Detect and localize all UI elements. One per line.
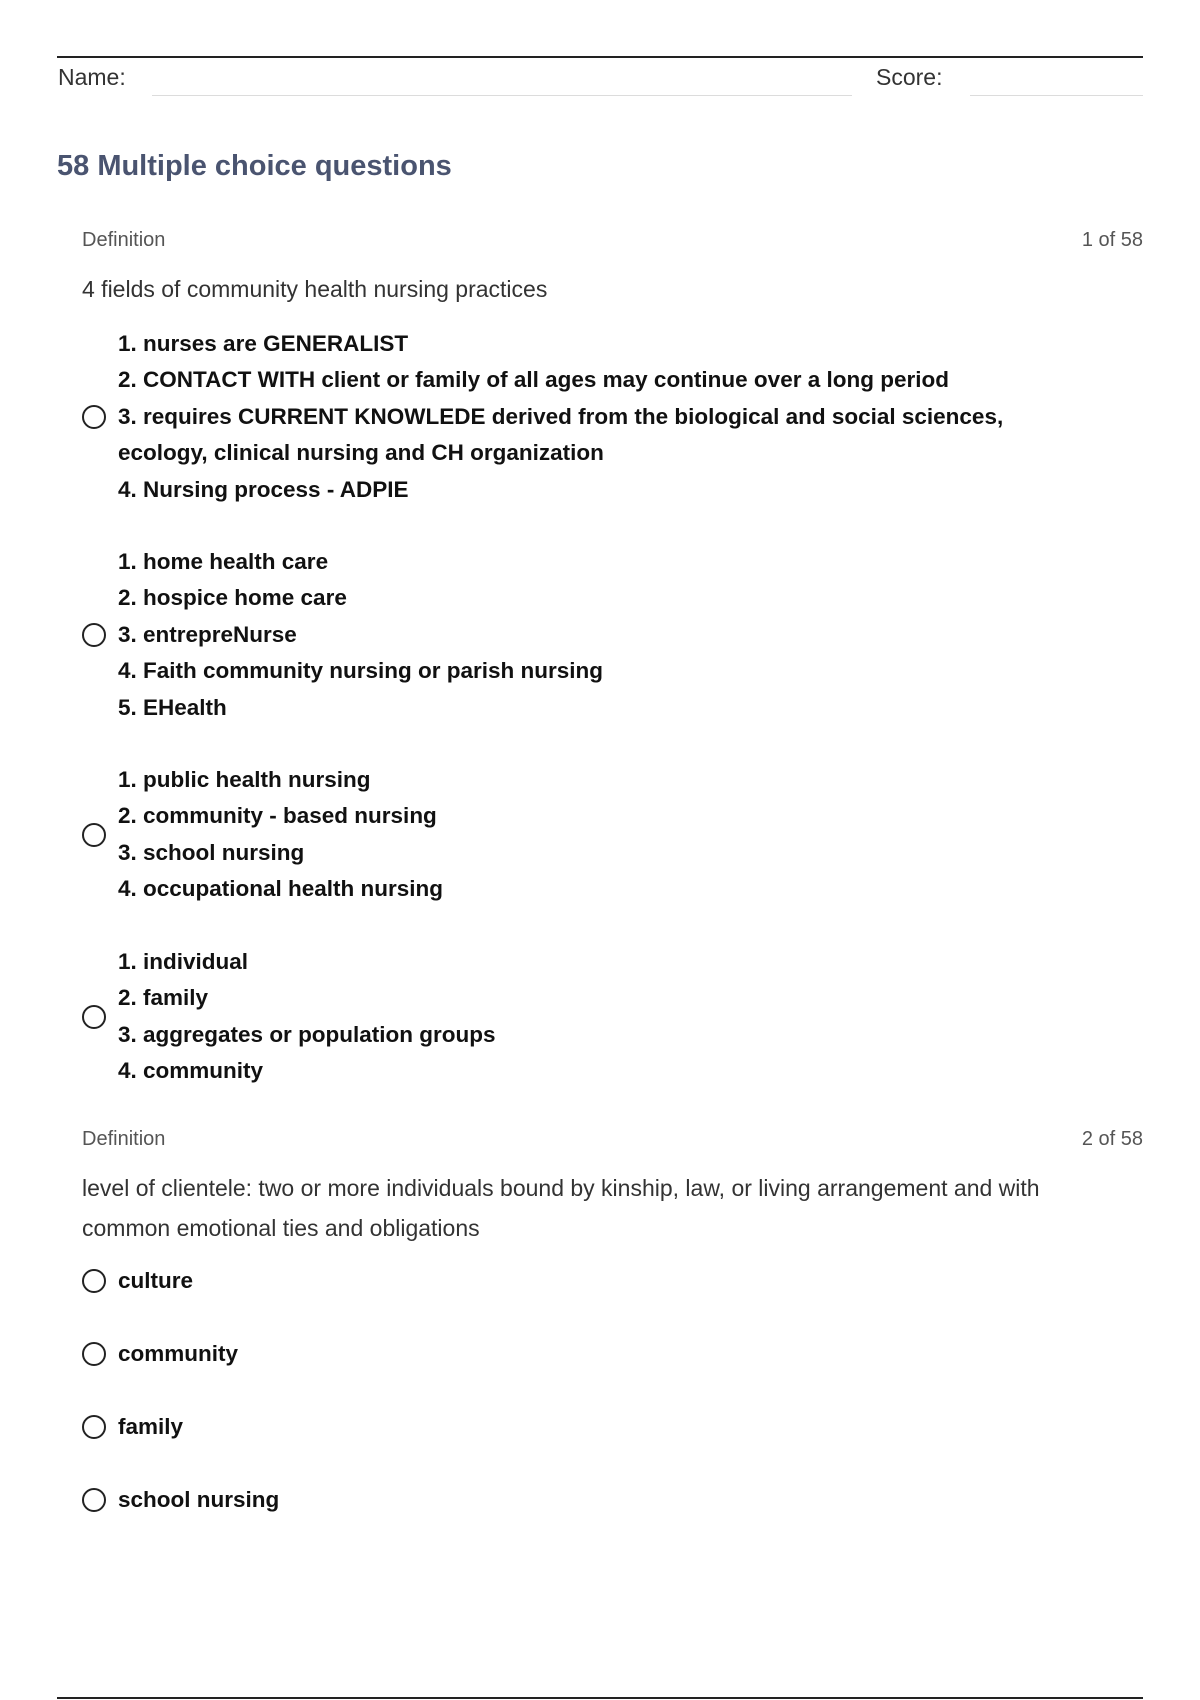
option-line: 4. occupational health nursing bbox=[118, 876, 444, 902]
question-type-label: Definition bbox=[82, 229, 166, 251]
name-field-line[interactable] bbox=[152, 95, 852, 96]
option-line: 1. individual bbox=[118, 949, 249, 974]
page-title: 58 Multiple choice questions bbox=[57, 150, 452, 182]
question-card-1 bbox=[82, 229, 1143, 309]
radio-button-icon[interactable] bbox=[82, 823, 106, 847]
answer-option-4[interactable] bbox=[82, 944, 1142, 1090]
option-line: 1. home health care bbox=[118, 549, 329, 574]
option-line: 3. school nursing bbox=[118, 839, 305, 865]
answer-option-culture[interactable] bbox=[82, 1263, 1142, 1299]
answer-option-school-nursing[interactable] bbox=[82, 1482, 1142, 1518]
option-line: 2. community - based nursing bbox=[118, 803, 437, 829]
option-line: culture bbox=[118, 1268, 194, 1293]
question-counter: 2 of 58 bbox=[1081, 1128, 1143, 1150]
option-line: 5. EHealth bbox=[118, 694, 227, 720]
option-line: 2. family bbox=[118, 985, 209, 1011]
question-counter: 1 of 58 bbox=[1081, 229, 1143, 251]
radio-button-icon[interactable] bbox=[82, 405, 106, 429]
radio-button-icon[interactable] bbox=[82, 1488, 106, 1512]
option-line: 4. Nursing process - ADPIE bbox=[118, 476, 409, 502]
option-line: school nursing bbox=[118, 1487, 280, 1512]
option-line: community bbox=[118, 1341, 239, 1366]
name-label: Name: bbox=[58, 64, 126, 90]
option-line: family bbox=[118, 1414, 184, 1439]
option-line: 4. community bbox=[118, 1058, 264, 1084]
answer-option-1[interactable] bbox=[82, 326, 1142, 508]
radio-button-icon[interactable] bbox=[82, 1005, 106, 1029]
score-label: Score: bbox=[876, 64, 943, 90]
answer-option-3[interactable] bbox=[82, 762, 1142, 908]
radio-button-icon[interactable] bbox=[82, 1342, 106, 1366]
radio-button-icon[interactable] bbox=[82, 1269, 106, 1293]
option-line: 3. aggregates or population groups bbox=[118, 1021, 496, 1047]
option-line: ecology, clinical nursing and CH organization bbox=[118, 440, 604, 466]
option-line: 2. CONTACT WITH client or family of all ages may continue over a long period bbox=[118, 367, 949, 393]
option-line: 2. hospice home care bbox=[118, 585, 347, 611]
answer-option-community[interactable] bbox=[82, 1336, 1142, 1372]
question-card-2 bbox=[82, 1128, 1143, 1248]
term-line: common emotional ties and obligations bbox=[82, 1215, 480, 1241]
bottom-rule bbox=[57, 1697, 1143, 1699]
option-line: 1. public health nursing bbox=[118, 767, 371, 792]
question-term bbox=[82, 1168, 1143, 1248]
question-term: 4 fields of community health nursing practices bbox=[82, 276, 548, 302]
option-line: 3. requires CURRENT KNOWLEDE derived from the biological and social sciences, bbox=[118, 403, 1004, 429]
term-line: level of clientele: two or more individuals bound by kinship, law, or living arrangement and with bbox=[82, 1175, 1040, 1201]
score-field-line[interactable] bbox=[970, 95, 1143, 96]
answer-option-2[interactable] bbox=[82, 544, 1142, 726]
option-line: 3. entrepreNurse bbox=[118, 621, 297, 647]
answer-option-family[interactable] bbox=[82, 1409, 1142, 1445]
option-line: 4. Faith community nursing or parish nursing bbox=[118, 658, 604, 684]
radio-button-icon[interactable] bbox=[82, 1415, 106, 1439]
radio-button-icon[interactable] bbox=[82, 623, 106, 647]
top-rule bbox=[57, 56, 1143, 58]
option-line: 1. nurses are GENERALIST bbox=[118, 331, 409, 356]
question-type-label: Definition bbox=[82, 1128, 166, 1150]
